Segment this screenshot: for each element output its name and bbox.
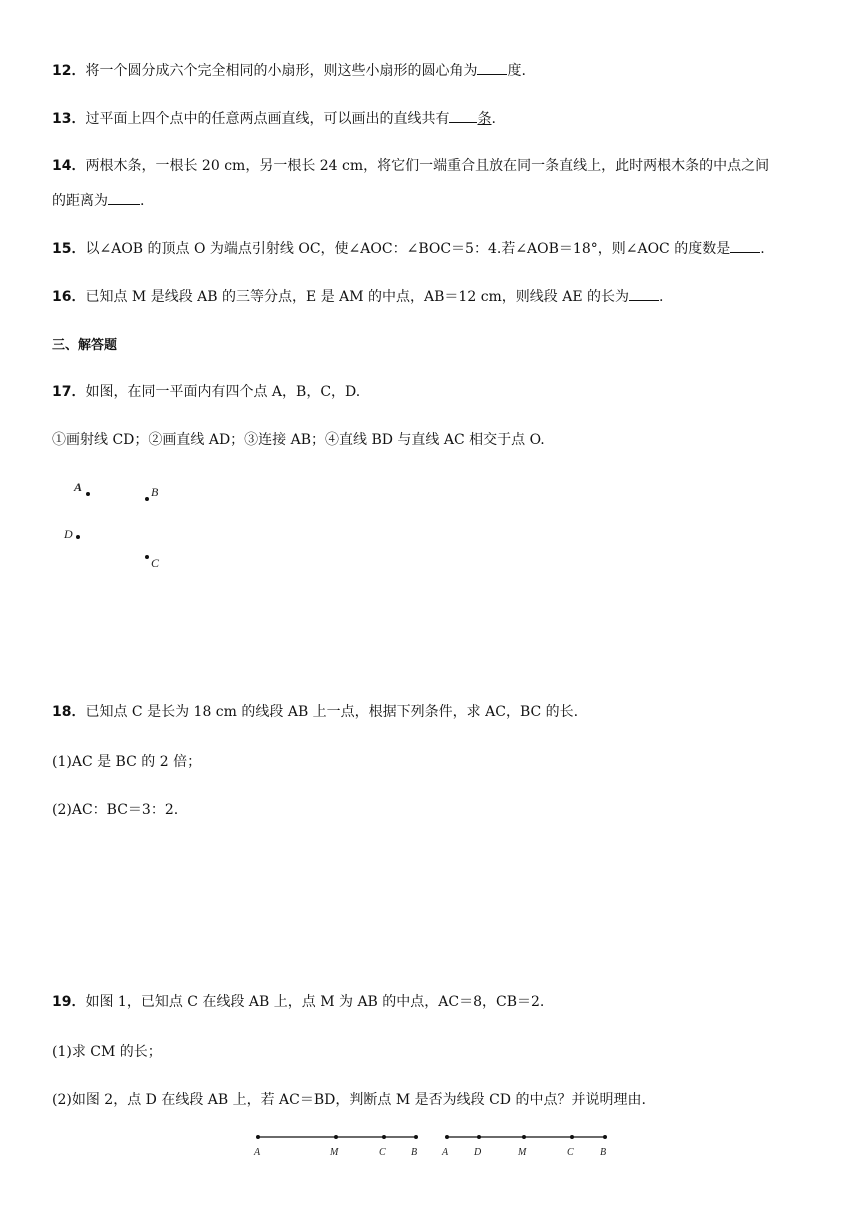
point-c <box>570 1135 574 1139</box>
figure-1 <box>253 1135 418 1158</box>
answer-blank[interactable] <box>108 190 140 205</box>
point-label-a: A <box>74 480 83 494</box>
point-d <box>477 1135 481 1139</box>
point-m <box>334 1135 338 1139</box>
label-m: M <box>518 1147 527 1158</box>
question-12 <box>52 60 526 81</box>
point-a <box>445 1135 449 1139</box>
question-text: 如图，在同一平面内有四个点 A，B，C，D. <box>85 384 361 400</box>
question-text: 过平面上四个点中的任意两点画直线，可以画出的直线共有 <box>85 111 450 127</box>
label-c: C <box>567 1147 574 1158</box>
question-17 <box>52 382 360 402</box>
question-number: 16． <box>52 289 86 305</box>
question-text: 已知点 M 是线段 AB 的三等分点，E 是 AM 的中点，AB＝12 cm，则线段 AE 的长为 <box>85 289 630 305</box>
label-a: A <box>442 1147 449 1158</box>
section-heading: 三、解答题 <box>52 338 118 353</box>
question-text: 以∠AOB 的顶点 O 为端点引射线 OC，使∠AOC：∠BOC＝5：4.若∠AOB＝18°，则∠AOC 的度数是 <box>85 241 731 257</box>
question-text: 的距离为 <box>52 193 108 209</box>
question-19 <box>52 992 544 1012</box>
point-d <box>76 535 80 539</box>
q19-figures <box>245 1128 625 1168</box>
answer-blank[interactable] <box>449 108 477 123</box>
answer-blank[interactable] <box>730 238 760 253</box>
question-number: 19． <box>52 994 86 1010</box>
question-19-part-1: (1)求 CM 的长； <box>52 1044 162 1060</box>
question-number: 17． <box>52 384 86 400</box>
point-b <box>145 497 149 501</box>
question-unit: 条 <box>477 111 492 127</box>
question-text: 如图 1，已知点 C 在线段 AB 上，点 M 为 AB 的中点，AC＝8，CB＝2. <box>85 994 545 1010</box>
point-m <box>522 1135 526 1139</box>
question-number: 12． <box>52 63 86 79</box>
label-d: D <box>474 1147 482 1158</box>
point-b <box>414 1135 418 1139</box>
label-a: A <box>254 1147 261 1158</box>
question-text-end: . <box>140 193 145 209</box>
point-a <box>86 492 90 496</box>
question-number: 18． <box>52 704 86 720</box>
label-m: M <box>330 1147 339 1158</box>
question-text-end: . <box>491 111 496 127</box>
question-15 <box>52 238 765 259</box>
figure-2 <box>441 1135 607 1158</box>
point-c <box>145 555 149 559</box>
question-text: 已知点 C 是长为 18 cm 的线段 AB 上一点，根据下列条件，求 AC，BC 的长. <box>85 704 579 720</box>
question-number: 15． <box>52 241 86 257</box>
label-c: C <box>379 1147 386 1158</box>
question-16 <box>52 286 664 307</box>
answer-blank[interactable] <box>477 60 507 75</box>
question-13 <box>52 108 496 129</box>
label-b: B <box>411 1147 418 1158</box>
point-label-c: C <box>151 556 160 570</box>
question-number: 13． <box>52 111 86 127</box>
label-b: B <box>600 1147 607 1158</box>
point-a <box>256 1135 260 1139</box>
question-number: 14． <box>52 158 86 174</box>
question-text: 两根木条，一根长 20 cm，另一根长 24 cm，将它们一端重合且放在同一条直线上，此时两根木条的中点之间 <box>85 158 770 174</box>
question-text-end: . <box>659 289 664 305</box>
question-text-end: . <box>760 241 765 257</box>
question-18-part-1: (1)AC 是 BC 的 2 倍； <box>52 754 202 770</box>
point-label-b: B <box>151 485 159 499</box>
question-17-tasks: ①画射线 CD；②画直线 AD；③连接 AB；④直线 BD 与直线 AC 相交于点 O. <box>52 432 545 448</box>
question-18-part-2: (2)AC：BC＝3：2. <box>52 802 179 818</box>
question-text-end: 度. <box>507 63 526 79</box>
question-14-continued <box>52 190 144 211</box>
question-text: 将一个圆分成六个完全相同的小扇形，则这些小扇形的圆心角为 <box>85 63 478 79</box>
point-b <box>603 1135 607 1139</box>
answer-blank[interactable] <box>629 286 659 301</box>
point-label-d: D <box>64 527 73 541</box>
question-14 <box>52 156 769 176</box>
question-19-part-2: (2)如图 2，点 D 在线段 AB 上，若 AC＝BD，判断点 M 是否为线段 CD 的中点？并说明理由. <box>52 1092 646 1108</box>
question-18 <box>52 702 578 722</box>
point-c <box>382 1135 386 1139</box>
